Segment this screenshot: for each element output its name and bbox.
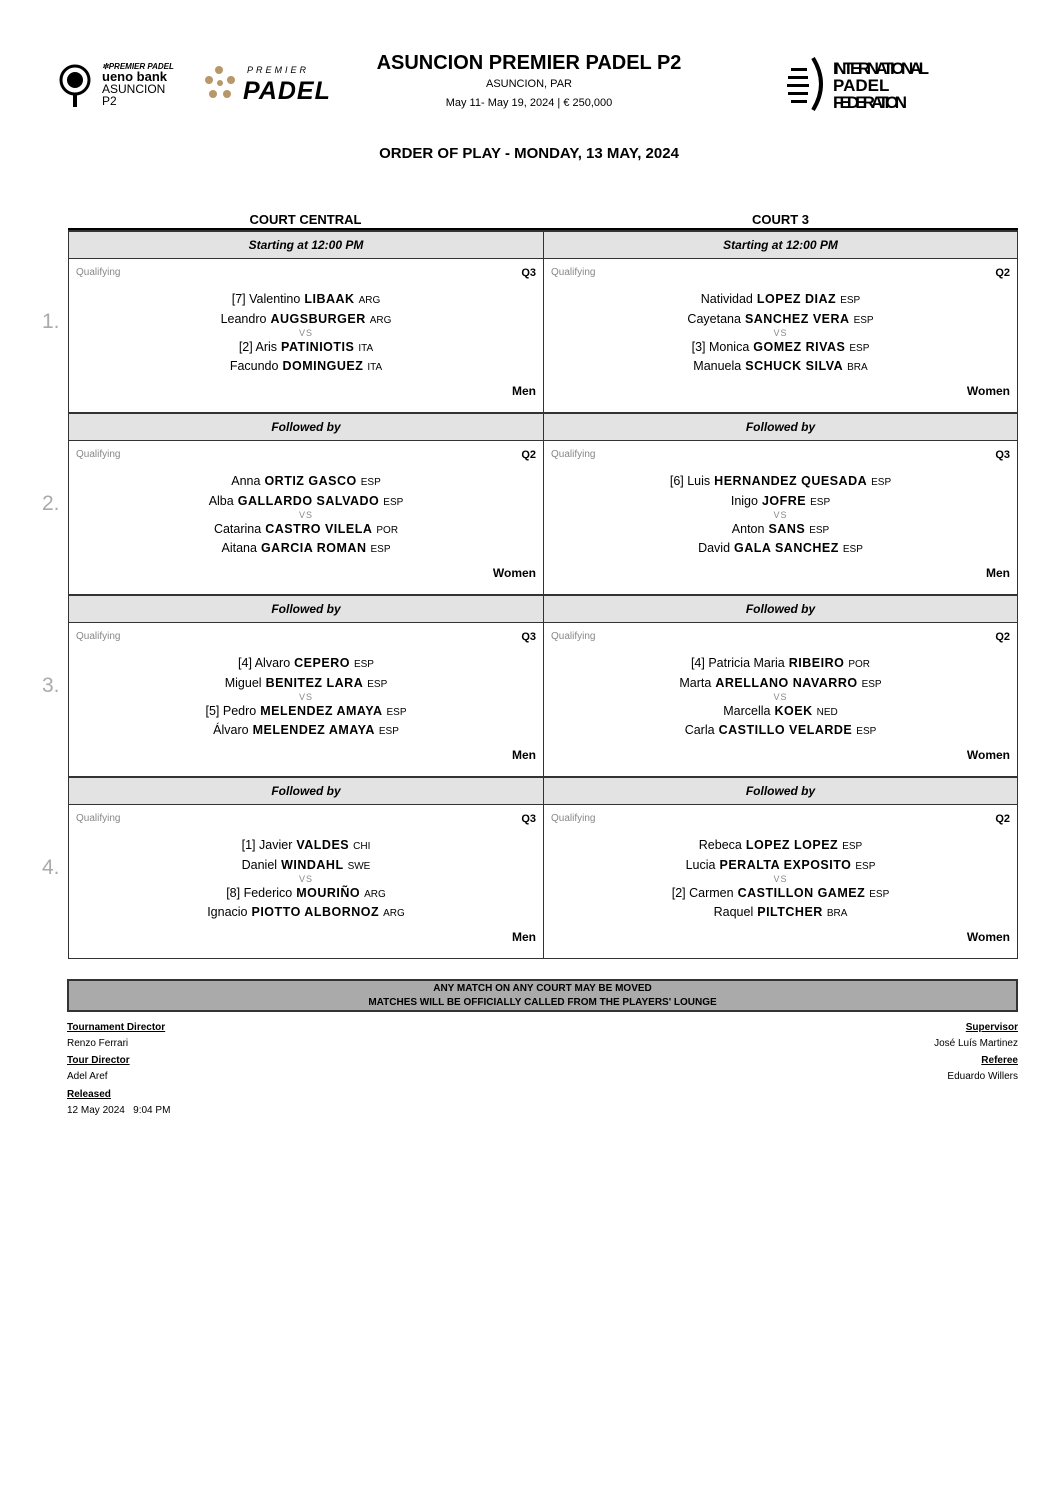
match-category: Women xyxy=(966,748,1010,762)
player-last-name: MELENDEZ AMAYA xyxy=(260,704,383,718)
player-last-name: JOFRE xyxy=(761,494,807,508)
player-country: BRA xyxy=(847,362,868,373)
match-cell xyxy=(543,623,1018,777)
notice-line-2: MATCHES WILL BE OFFICIALLY CALLED FROM THE PLAYERS' LOUNGE xyxy=(368,997,717,1008)
player-last-name: DOMINGUEZ xyxy=(282,359,364,373)
player-first-name: Alvaro xyxy=(254,656,291,670)
player-last-name: SANS xyxy=(768,522,806,536)
player-line xyxy=(544,886,1017,900)
match-category: Men xyxy=(512,930,536,944)
player-seed: [5] xyxy=(205,704,220,718)
player-seed: [1] xyxy=(241,838,256,852)
player-first-name: Anna xyxy=(231,474,261,488)
player-first-name: Valentino xyxy=(249,292,301,306)
player-first-name: Marta xyxy=(679,676,712,690)
player-first-name: Aris xyxy=(255,340,278,354)
player-last-name: GALA SANCHEZ xyxy=(734,541,839,555)
svg-text:✲PREMIER PADEL: ✲PREMIER PADEL xyxy=(102,62,174,71)
player-line xyxy=(69,723,543,737)
player-last-name: LIBAAK xyxy=(304,292,355,306)
slot-number: 4. xyxy=(42,856,60,879)
player-country: ARG xyxy=(358,295,381,306)
match-round: Q2 xyxy=(521,449,536,461)
supervisor-name: José Luís Martinez xyxy=(934,1038,1018,1049)
player-first-name: Daniel xyxy=(241,858,278,872)
player-first-name: Luis xyxy=(687,474,711,488)
slot-time-header: Followed by xyxy=(68,776,544,805)
player-country: NED xyxy=(816,707,838,718)
player-line xyxy=(544,522,1017,536)
player-last-name: CEPERO xyxy=(294,656,350,670)
slot-time-header: Followed by xyxy=(68,412,544,441)
player-country: ESP xyxy=(386,707,407,718)
player-first-name: Javier xyxy=(259,838,293,852)
player-last-name: GOMEZ RIVAS xyxy=(753,340,846,354)
player-country: ESP xyxy=(849,343,870,354)
player-country: ITA xyxy=(367,362,383,373)
slot-time-header: Followed by xyxy=(68,594,544,623)
match-round: Q2 xyxy=(995,813,1010,825)
player-country: CHI xyxy=(353,841,371,852)
released-label: Released xyxy=(67,1089,111,1100)
referee-name: Eduardo Willers xyxy=(947,1071,1018,1082)
vs-label: VS xyxy=(773,328,788,338)
player-last-name: CASTILLO VELARDE xyxy=(718,723,853,737)
player-line xyxy=(69,312,543,326)
order-of-play-title: ORDER OF PLAY - MONDAY, 13 MAY, 2024 xyxy=(379,145,679,162)
match-type: Qualifying xyxy=(76,449,121,460)
player-last-name: PERALTA EXPOSITO xyxy=(719,858,852,872)
match-type: Qualifying xyxy=(551,631,596,642)
player-last-name: GALLARDO SALVADO xyxy=(237,494,380,508)
player-line xyxy=(544,905,1017,919)
notice-banner xyxy=(67,979,1018,1012)
player-last-name: CASTILLON GAMEZ xyxy=(737,886,866,900)
released-datetime: 12 May 2024 9:04 PM xyxy=(67,1105,171,1116)
match-category: Men xyxy=(986,566,1010,580)
player-line xyxy=(544,359,1017,373)
player-line xyxy=(69,704,543,718)
player-first-name: Alba xyxy=(208,494,234,508)
player-seed: [3] xyxy=(691,340,706,354)
match-cell xyxy=(68,805,544,959)
player-first-name: Facundo xyxy=(229,359,279,373)
svg-text:PADEL: PADEL xyxy=(243,77,331,104)
slot-number: 2. xyxy=(42,492,60,515)
player-country: BRA xyxy=(826,908,848,919)
player-last-name: LOPEZ LOPEZ xyxy=(745,838,839,852)
player-last-name: AUGSBURGER xyxy=(270,312,366,326)
match-round: Q3 xyxy=(521,267,536,279)
player-first-name: Anton xyxy=(731,522,765,536)
player-country: ESP xyxy=(856,726,877,737)
player-country: POR xyxy=(376,525,399,536)
player-country: ESP xyxy=(370,544,391,555)
match-category: Women xyxy=(966,930,1010,944)
player-first-name: Carla xyxy=(684,723,715,737)
player-last-name: SCHUCK SILVA xyxy=(745,359,844,373)
match-type: Qualifying xyxy=(551,449,596,460)
player-line xyxy=(544,858,1017,872)
player-first-name: Inigo xyxy=(730,494,758,508)
player-first-name: Cayetana xyxy=(687,312,741,326)
player-last-name: PATINIOTIS xyxy=(281,340,355,354)
match-cell xyxy=(543,805,1018,959)
player-country: ESP xyxy=(367,679,388,690)
svg-text:ueno bank: ueno bank xyxy=(102,69,168,84)
player-country: ESP xyxy=(810,497,831,508)
match-cell xyxy=(68,259,544,413)
player-last-name: BENITEZ LARA xyxy=(265,676,364,690)
player-line xyxy=(544,656,1017,670)
match-category: Women xyxy=(966,384,1010,398)
vs-label: VS xyxy=(298,328,313,338)
court-central-name: COURT CENTRAL xyxy=(249,212,362,227)
slot-number: 1. xyxy=(42,310,60,333)
svg-text:PREMIER: PREMIER xyxy=(247,65,310,75)
player-last-name: CASTRO VILELA xyxy=(265,522,373,536)
supervisor-label: Supervisor xyxy=(965,1022,1018,1033)
player-line xyxy=(69,292,543,306)
match-category: Women xyxy=(492,566,536,580)
player-line xyxy=(69,522,543,536)
player-country: ITA xyxy=(358,343,374,354)
player-seed: [4] xyxy=(690,656,705,670)
tournament-director-label: Tournament Director xyxy=(67,1022,166,1033)
match-category: Men xyxy=(512,384,536,398)
player-line xyxy=(544,340,1017,354)
player-first-name: Álvaro xyxy=(213,723,249,737)
vs-label: VS xyxy=(298,874,313,884)
player-first-name: Carmen xyxy=(689,886,734,900)
player-line xyxy=(544,292,1017,306)
match-cell xyxy=(543,259,1018,413)
player-line xyxy=(544,676,1017,690)
player-first-name: Aitana xyxy=(221,541,257,555)
player-first-name: Miguel xyxy=(224,676,262,690)
player-last-name: ORTIZ GASCO xyxy=(264,474,357,488)
match-cell xyxy=(68,441,544,595)
svg-text:P2: P2 xyxy=(102,94,117,108)
international-padel-federation-logo xyxy=(783,54,933,114)
player-line xyxy=(69,656,543,670)
player-line xyxy=(69,494,543,508)
player-seed: [8] xyxy=(226,886,241,900)
match-type: Qualifying xyxy=(551,813,596,824)
player-country: ARG xyxy=(369,315,392,326)
tour-director-name: Adel Aref xyxy=(67,1071,108,1082)
player-line xyxy=(69,905,543,919)
svg-text:INTERNATIONAL: INTERNATIONAL xyxy=(833,59,929,78)
slot-time-header: Starting at 12:00 PM xyxy=(68,230,544,259)
player-line xyxy=(69,359,543,373)
player-first-name: Patricia Maria xyxy=(708,656,785,670)
player-first-name: Manuela xyxy=(693,359,742,373)
player-last-name: KOEK xyxy=(774,704,813,718)
tournament-director-name: Renzo Ferrari xyxy=(67,1038,129,1049)
player-first-name: Ignacio xyxy=(207,905,248,919)
player-first-name: Lucia xyxy=(685,858,716,872)
player-line xyxy=(69,541,543,555)
svg-text:FEDERATION: FEDERATION xyxy=(833,93,907,112)
player-line xyxy=(69,838,543,852)
player-first-name: Rebeca xyxy=(698,838,742,852)
slot-time-header: Followed by xyxy=(543,412,1018,441)
player-country: SWE xyxy=(347,861,371,872)
player-seed: [7] xyxy=(231,292,246,306)
player-line xyxy=(69,886,543,900)
tournament-dates-prize: May 11- May 19, 2024 | € 250,000 xyxy=(445,97,613,109)
player-line xyxy=(69,676,543,690)
match-category: Men xyxy=(512,748,536,762)
player-seed: [6] xyxy=(669,474,684,488)
player-first-name: Natividad xyxy=(700,292,753,306)
player-last-name: HERNANDEZ QUESADA xyxy=(714,474,868,488)
player-country: ESP xyxy=(360,477,381,488)
player-line xyxy=(544,541,1017,555)
slot-number: 3. xyxy=(42,674,60,697)
referee-label: Referee xyxy=(981,1055,1018,1066)
player-first-name: Pedro xyxy=(222,704,257,718)
player-seed: [2] xyxy=(238,340,253,354)
player-last-name: SANCHEZ VERA xyxy=(744,312,850,326)
player-last-name: RIBEIRO xyxy=(788,656,845,670)
player-country: ESP xyxy=(378,726,399,737)
tournament-location: ASUNCION, PAR xyxy=(486,78,572,90)
player-last-name: MOURIÑO xyxy=(296,886,361,900)
player-last-name: PIOTTO ALBORNOZ xyxy=(251,905,380,919)
player-last-name: VALDES xyxy=(296,838,350,852)
match-type: Qualifying xyxy=(551,267,596,278)
match-cell xyxy=(543,441,1018,595)
vs-label: VS xyxy=(773,510,788,520)
match-round: Q3 xyxy=(521,631,536,643)
player-country: ESP xyxy=(842,544,863,555)
svg-text:ASUNCION: ASUNCION xyxy=(102,82,166,96)
player-line xyxy=(544,838,1017,852)
vs-label: VS xyxy=(298,692,313,702)
vs-label: VS xyxy=(298,510,313,520)
player-country: ESP xyxy=(809,525,830,536)
player-country: ARG xyxy=(383,908,405,919)
svg-text:PADEL: PADEL xyxy=(833,76,890,95)
player-country: ESP xyxy=(853,315,874,326)
match-round: Q2 xyxy=(995,631,1010,643)
court-3-name: COURT 3 xyxy=(751,212,810,227)
player-first-name: Federico xyxy=(243,886,293,900)
player-first-name: Monica xyxy=(708,340,750,354)
player-first-name: Raquel xyxy=(713,905,754,919)
match-round: Q3 xyxy=(521,813,536,825)
player-line xyxy=(544,312,1017,326)
player-line xyxy=(544,474,1017,488)
player-first-name: David xyxy=(698,541,731,555)
match-round: Q3 xyxy=(995,449,1010,461)
player-line xyxy=(544,704,1017,718)
player-first-name: Marcella xyxy=(723,704,771,718)
player-country: ESP xyxy=(383,497,404,508)
slot-time-header: Followed by xyxy=(543,776,1018,805)
player-seed: [4] xyxy=(238,656,252,670)
player-line xyxy=(69,474,543,488)
match-cell xyxy=(68,623,544,777)
match-round: Q2 xyxy=(995,267,1010,279)
player-country: ESP xyxy=(871,477,892,488)
asuncion-p2-logo xyxy=(54,60,199,110)
player-last-name: PILTCHER xyxy=(757,905,823,919)
player-country: ESP xyxy=(353,659,374,670)
match-type: Qualifying xyxy=(76,813,121,824)
player-last-name: GARCIA ROMAN xyxy=(260,541,367,555)
vs-label: VS xyxy=(773,874,788,884)
player-last-name: LOPEZ DIAZ xyxy=(756,292,837,306)
player-country: ARG xyxy=(364,889,386,900)
tournament-title: ASUNCION PREMIER PADEL P2 xyxy=(376,52,682,74)
vs-label: VS xyxy=(773,692,788,702)
match-type: Qualifying xyxy=(76,631,121,642)
player-country: ESP xyxy=(840,295,861,306)
player-country: ESP xyxy=(855,861,876,872)
notice-line-1: ANY MATCH ON ANY COURT MAY BE MOVED xyxy=(433,983,652,994)
player-country: ESP xyxy=(869,889,890,900)
player-country: ESP xyxy=(861,679,882,690)
match-type: Qualifying xyxy=(76,267,121,278)
player-line xyxy=(69,858,543,872)
player-last-name: ARELLANO NAVARRO xyxy=(715,676,858,690)
tour-director-label: Tour Director xyxy=(67,1055,130,1066)
slot-time-header: Followed by xyxy=(543,594,1018,623)
player-last-name: WINDAHL xyxy=(281,858,344,872)
player-last-name: MELENDEZ AMAYA xyxy=(252,723,375,737)
player-seed: [2] xyxy=(671,886,686,900)
player-line xyxy=(544,494,1017,508)
player-line xyxy=(544,723,1017,737)
player-country: ESP xyxy=(842,841,863,852)
player-line xyxy=(69,340,543,354)
player-first-name: Leandro xyxy=(220,312,267,326)
player-country: POR xyxy=(848,659,871,670)
player-first-name: Catarina xyxy=(213,522,262,536)
slot-time-header: Starting at 12:00 PM xyxy=(543,230,1018,259)
